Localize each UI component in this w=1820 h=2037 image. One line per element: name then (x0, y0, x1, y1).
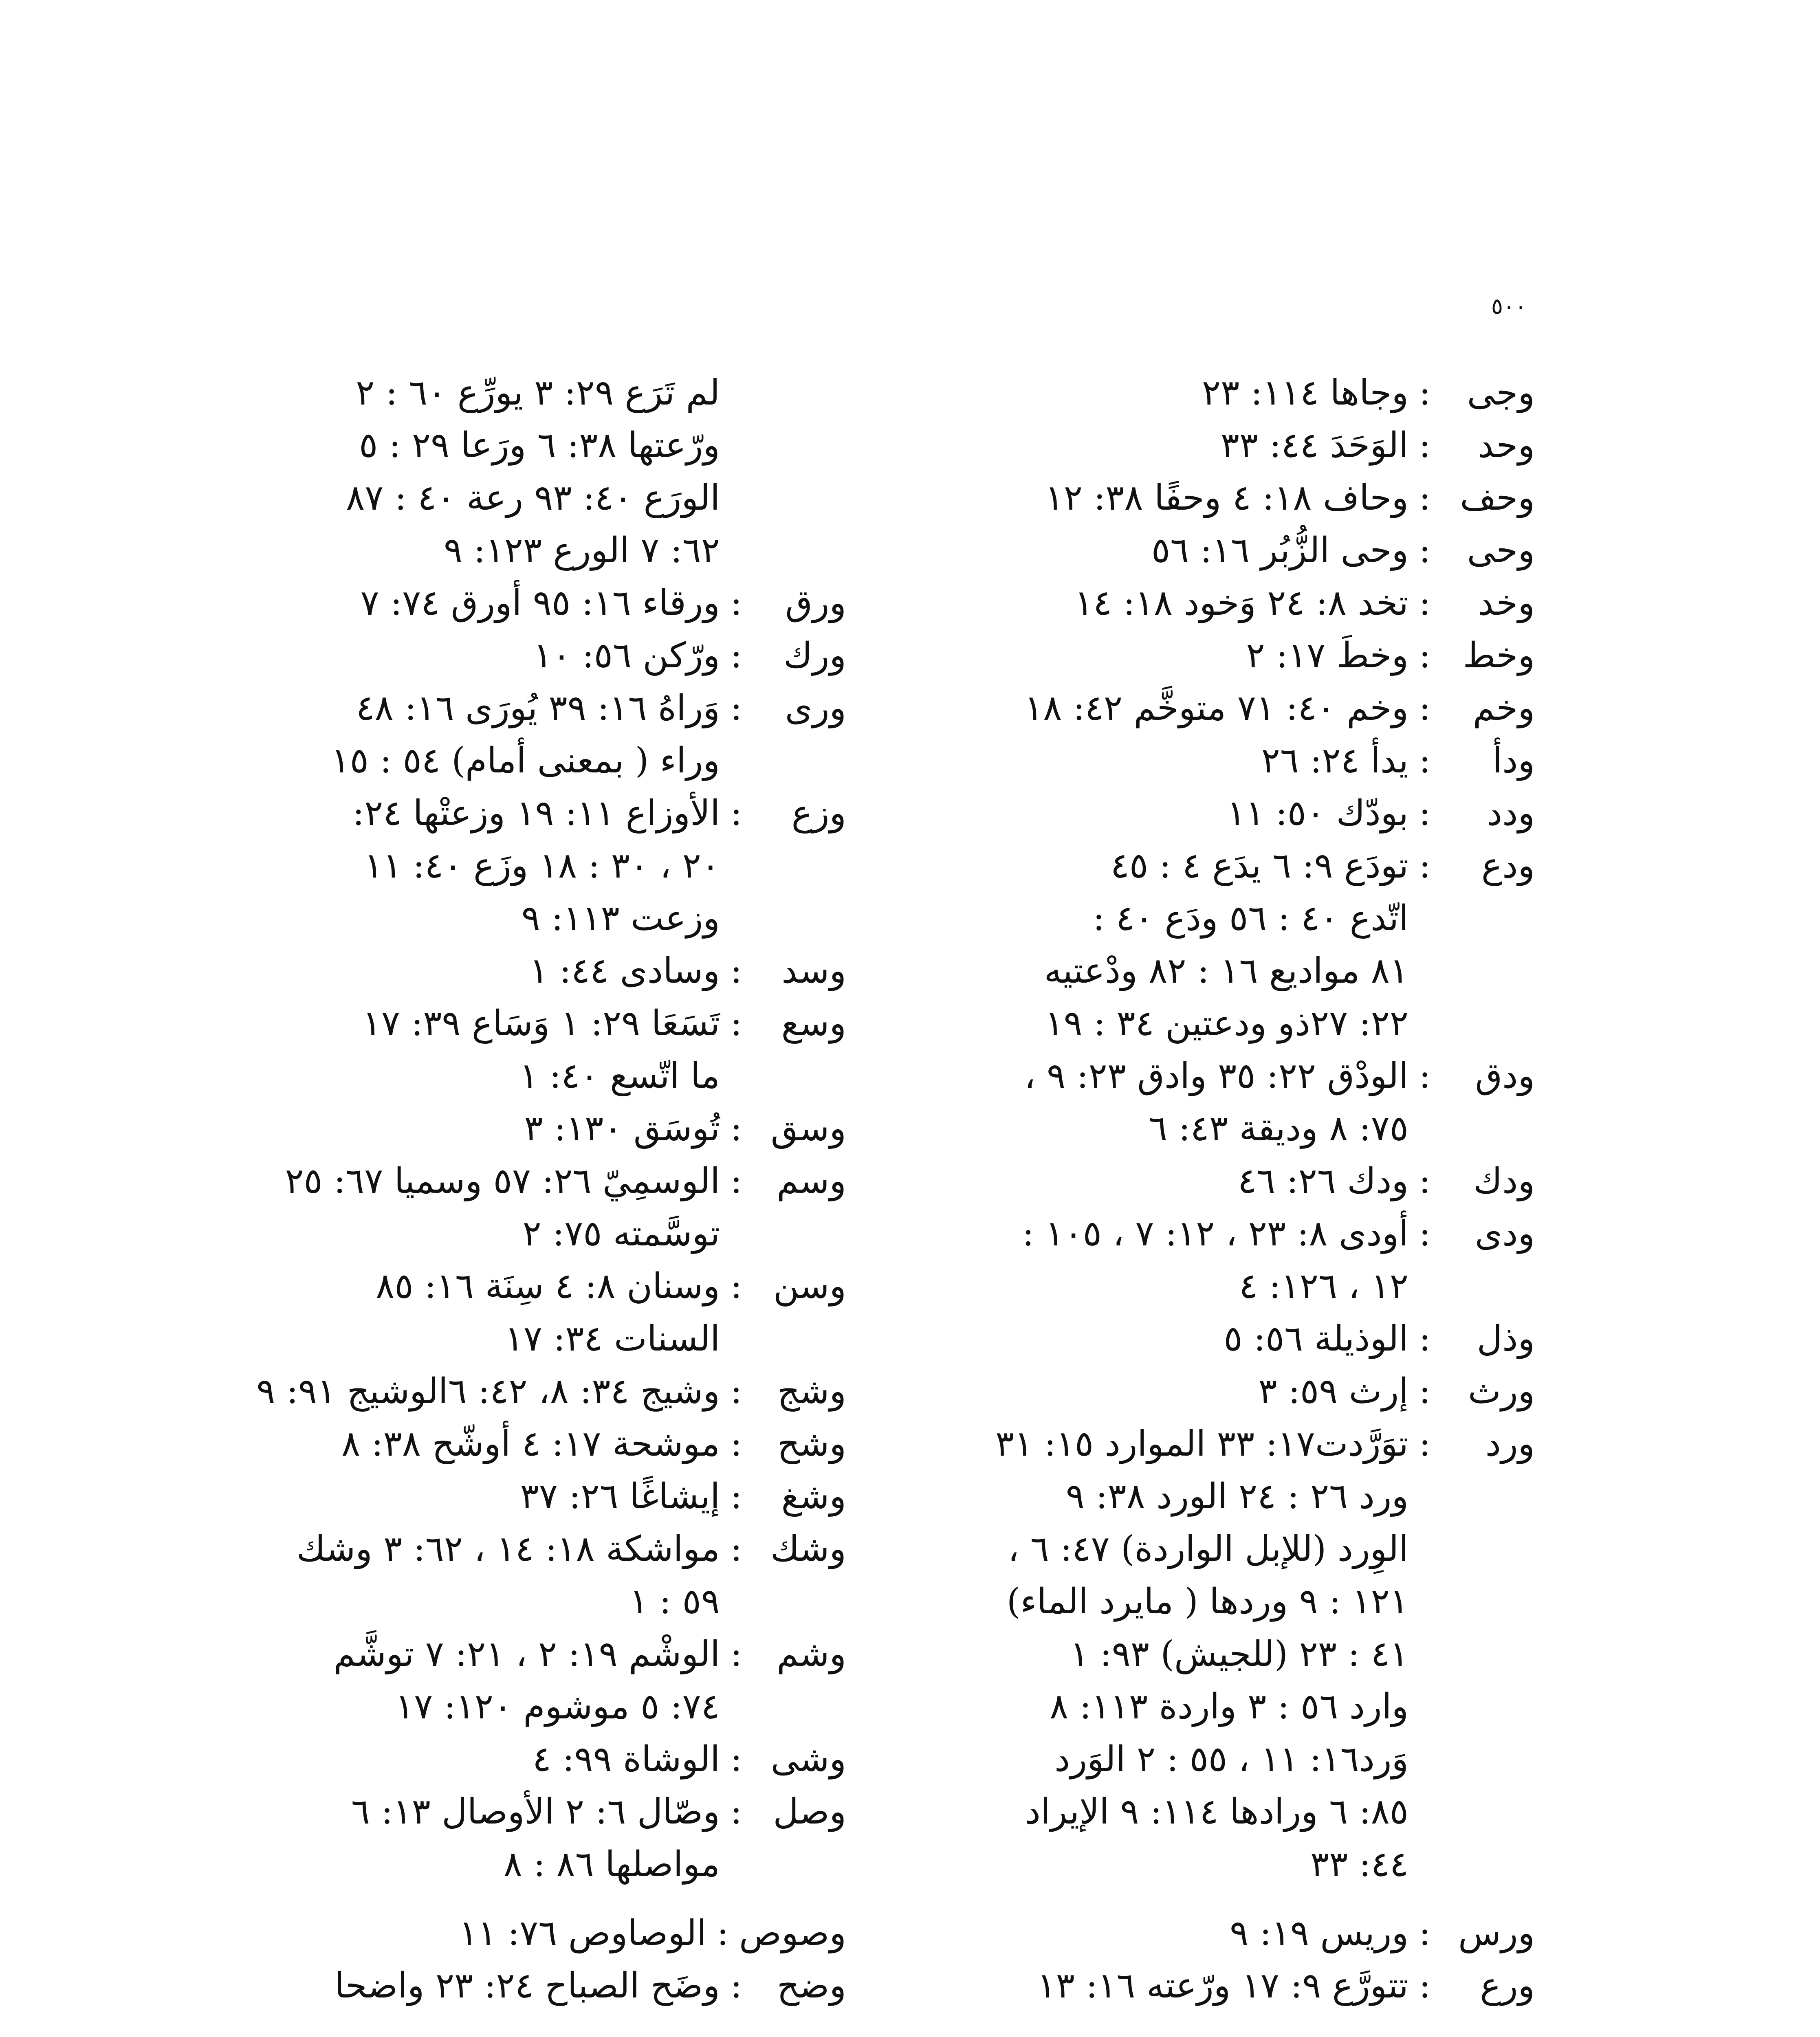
reference-line: ورد ٢٦ : ٢٤ الورد ٣٨: ٩ (1065, 1476, 1408, 1517)
reference-line: وسادى ٤٤: ١ (529, 950, 720, 991)
entry-separator: : (730, 635, 742, 676)
reference-line: وريس ١٩: ٩ (1230, 1913, 1408, 1953)
reference-line: تخد ٨: ٢٤ وَخود ١٨: ١٤ (1074, 583, 1408, 623)
entry-separator: : (1419, 635, 1431, 676)
entry-separator: : (1419, 477, 1431, 518)
entry-references (133, 787, 720, 945)
reference-line: وَرد١٦: ١١ ، ٥٥ : ٢ الوَرد (1054, 1739, 1408, 1780)
index-entry (133, 577, 846, 629)
entry-root-word: وسق (770, 1108, 846, 1149)
reference-line: ١٢ ، ١٢٦: ٤ (1239, 1266, 1408, 1307)
entry-root-word: ورث (1468, 1371, 1535, 1412)
reference-line: وراء ( بمعنى أمام) ٥٤ : ١٥ (331, 740, 720, 781)
reference-line: وخم ٤٠: ٧١ متوخَّم ٤٢: ١٨ (1024, 688, 1408, 728)
entry-root-word: ودك (1473, 1161, 1535, 1201)
entry-references (850, 419, 1408, 472)
entry-separator: : (730, 1423, 742, 1464)
entry-references (850, 787, 1408, 840)
entry-separator: : (730, 1739, 742, 1780)
reference-line: بودّك ٥٠: ١١ (1227, 793, 1408, 834)
index-entry (133, 1786, 846, 1891)
reference-line: الوِرد (للإبل الواردة) ٤٧: ٦ ، (1008, 1529, 1408, 1569)
entry-root-word: وخد (1478, 583, 1535, 623)
entry-root-word: ورك (783, 635, 846, 676)
reference-line: موشحة ١٧: ٤ أوشّح ٣٨: ٨ (341, 1423, 720, 1464)
entry-separator: : (730, 1634, 742, 1674)
reference-line: الوَحَدَ ٤٤: ٣٣ (1220, 425, 1408, 466)
entry-root-word: وشك (770, 1529, 846, 1569)
entry-separator: : (1419, 1161, 1431, 1201)
entry-root-word: وشى (770, 1739, 846, 1780)
index-entry (133, 1418, 846, 1470)
entry-references (850, 367, 1408, 419)
entry-root-word: وخم (1473, 688, 1535, 728)
index-entry (850, 1208, 1535, 1313)
entry-references (133, 1628, 720, 1733)
reference-line: وصّال ٦: ٢ الأوصال ١٣: ٦ (351, 1791, 720, 1832)
entry-references (133, 577, 720, 629)
index-entry (850, 367, 1535, 419)
entry-root-word: ودع (1481, 845, 1535, 886)
entry-root-word: ورق (785, 583, 846, 623)
entry-root-word: ورى (785, 688, 846, 728)
entry-references (850, 1907, 1408, 1960)
reference-line: وضَح الصباح ٢٤: ٢٣ واضحا (335, 1965, 720, 2006)
reference-line: الودْق ٢٢: ٣٥ وادق ٢٣: ٩ ، (1024, 1056, 1408, 1096)
reference-line: توسَّمته ٧٥: ٢ (522, 1213, 720, 1254)
entry-separator: : (1419, 845, 1431, 886)
index-entry (133, 1907, 846, 1960)
entry-root-word: ورع (1480, 1965, 1535, 2006)
reference-line: ٤٤: ٣٣ (1310, 1844, 1408, 1885)
entry-separator: : (730, 1791, 742, 1832)
entry-separator: : (1419, 793, 1431, 834)
right-column (850, 367, 1535, 2012)
reference-line: وخطَ ١٧: ٢ (1246, 635, 1408, 676)
entry-references (850, 1418, 1408, 1891)
reference-line: الأوزاع ١١: ١٩ وزعتْها ٢٤: (352, 793, 720, 834)
entry-separator: : (730, 793, 742, 834)
entry-references (133, 997, 720, 1102)
page-number: ٥٠٠ (1491, 293, 1527, 319)
entry-references (133, 1786, 720, 1891)
entry-root-word: وسم (777, 1161, 846, 1201)
entry-separator: : (730, 688, 742, 728)
reference-line: وزعت ١١٣: ٩ (521, 898, 720, 939)
entry-separator: : (1419, 1423, 1431, 1464)
reference-line: تتورَّع ٩: ١٧ ورّعته ١٦: ١٣ (1037, 1965, 1408, 2006)
entry-references (850, 682, 1408, 735)
entry-root-word: ودى (1474, 1213, 1535, 1254)
entry-separator: : (1419, 372, 1431, 413)
entry-separator: : (1419, 530, 1431, 571)
entry-references (133, 629, 720, 682)
entry-references (133, 1418, 720, 1470)
entry-references (133, 1470, 720, 1523)
entry-root-word: وشم (777, 1634, 846, 1674)
entry-references (850, 735, 1408, 787)
index-entry (850, 1960, 1535, 2012)
reference-line: ٤١ : ٢٣ (للجيش) ٩٣: ١ (1070, 1634, 1408, 1674)
reference-line: وجاها ١١٤: ٢٣ (1202, 372, 1408, 413)
reference-line: ورّكن ٥٦: ١٠ (533, 635, 720, 676)
entry-references (850, 629, 1408, 682)
reference-line: السنات ٣٤: ١٧ (504, 1318, 720, 1359)
index-entry (850, 1155, 1535, 1208)
entry-root-word: وحف (1460, 477, 1535, 518)
reference-line: مواصلها ٨٦ : ٨ (503, 1844, 720, 1885)
reference-line: ٥٩ : ١ (629, 1581, 720, 1622)
entry-root-word: وحى (1467, 530, 1535, 571)
reference-line: وَراهُ ١٦: ٣٩ يُورَى ١٦: ٤٨ (356, 688, 720, 728)
entry-references (133, 1907, 706, 1960)
index-entry (850, 472, 1535, 524)
entry-references (850, 840, 1408, 1050)
entry-root-word: وشح (777, 1423, 846, 1464)
entry-root-word: وضح (777, 1965, 846, 2006)
reference-line: ورقاء ١٦: ٩٥ أورق ٧٤: ٧ (360, 583, 720, 623)
index-entry (133, 1365, 846, 1418)
entry-separator: : (730, 1476, 742, 1517)
entry-separator: : (1419, 1056, 1431, 1096)
index-entry (133, 682, 846, 787)
reference-line: اتّدع ٤٠ : ٥٦ ودَع ٤٠ : (1093, 898, 1408, 939)
index-entry (133, 1470, 846, 1523)
entry-root-word: وصوص (739, 1913, 846, 1953)
reference-line: وارد ٥٦ : ٣ واردة ١١٣: ٨ (1050, 1686, 1408, 1727)
entry-references (133, 1733, 720, 1786)
entry-separator: : (730, 583, 742, 623)
entry-references (850, 577, 1408, 629)
index-entry (850, 735, 1535, 787)
index-entry (133, 997, 846, 1102)
reference-line: ٨٥: ٦ ورادها ١١٤: ٩ الإيراد (1025, 1791, 1408, 1832)
index-entry (133, 1155, 846, 1260)
index-entry (133, 945, 846, 997)
entry-root-word: وشغ (781, 1476, 846, 1517)
reference-line: أودى ٨: ٢٣ ، ١٢: ٧ ، ١٠٥ : (1022, 1213, 1408, 1254)
entry-separator: : (730, 950, 742, 991)
reference-line: الوذيلة ٥٦: ٥ (1224, 1318, 1408, 1359)
entry-separator: : (730, 1003, 742, 1044)
entry-root-word: ورد (1485, 1423, 1535, 1464)
index-entry (850, 1418, 1535, 1891)
reference-line: ورّعتها ٣٨: ٦ ورَعا ٢٩ : ٥ (359, 425, 720, 466)
index-entry (133, 1102, 846, 1155)
reference-line: يدأ ٢٤: ٢٦ (1261, 740, 1408, 781)
reference-line: مواشكة ١٨: ١٤ ، ٦٢: ٣ وشك (296, 1529, 720, 1569)
entry-root-word: ودد (1486, 793, 1535, 834)
entry-references (133, 1260, 720, 1365)
entry-separator: : (717, 1913, 729, 1953)
reference-line: إيشاغًا ٢٦: ٣٧ (520, 1476, 720, 1517)
index-entry (133, 1628, 846, 1733)
entry-separator: : (1419, 1371, 1431, 1412)
entry-root-word: وصل (773, 1791, 846, 1832)
reference-line: الوسمِيّ ٢٦: ٥٧ وسميا ٦٧: ٢٥ (285, 1161, 720, 1201)
entry-separator: : (1419, 1965, 1431, 2006)
entry-references (133, 1523, 720, 1628)
reference-line: الورَع ٤٠: ٩٣ رعة ٤٠ : ٨٧ (346, 477, 720, 518)
entry-references (850, 1155, 1408, 1208)
reference-line: وشيج ٣٤: ٨، ٤٢: ٦الوشيج ٩١: ٩ (256, 1371, 720, 1412)
entry-separator: : (730, 1965, 742, 2006)
entry-separator: : (730, 1161, 742, 1201)
reference-line: وسنان ٨: ٤ سِنَة ١٦: ٨٥ (376, 1266, 720, 1307)
entry-root-word: ورس (1458, 1913, 1535, 1953)
reference-line: ٧٥: ٨ وديقة ٤٣: ٦ (1149, 1108, 1408, 1149)
index-entry (850, 1365, 1535, 1418)
reference-line: الوصاوص ٧٦: ١١ (459, 1913, 707, 1953)
index-entry (850, 577, 1535, 629)
index-entry (133, 1260, 846, 1365)
reference-line: ٨١ مواديع ١٦ : ٨٢ ودْعتيه (1044, 950, 1408, 991)
entry-references (850, 472, 1408, 524)
index-entry (133, 629, 846, 682)
entry-root-word: وزع (791, 793, 846, 834)
entry-root-word: وسن (773, 1266, 846, 1307)
entry-root-word: ودق (1475, 1056, 1535, 1096)
entry-references (133, 1155, 720, 1260)
entry-root-word: وسع (781, 1003, 846, 1044)
entry-separator: : (1419, 583, 1431, 623)
entry-root-word: وسد (781, 950, 846, 991)
reference-line: إرث ٥٩: ٣ (1258, 1371, 1408, 1412)
entry-references (850, 1365, 1408, 1418)
entry-references (850, 1208, 1408, 1313)
reference-line: ٦٢: ٧ الورع ١٢٣: ٩ (443, 530, 720, 571)
reference-line: ودك ٢٦: ٤٦ (1237, 1161, 1408, 1201)
entry-root-word: وشج (777, 1371, 846, 1412)
entry-separator: : (1419, 740, 1431, 781)
reference-line: لم تَرَع ٢٩: ٣ يورِّع ٦٠ : ٢ (356, 372, 720, 413)
entry-references (850, 524, 1408, 577)
reference-line: ١٢١ : ٩ وردها ( مايرد الماء) (1006, 1581, 1408, 1622)
entry-root-word: ودأ (1492, 740, 1535, 781)
entry-references (850, 1960, 1408, 2012)
entry-references (133, 1960, 720, 2012)
index-entry (133, 1960, 846, 2012)
index-entry (850, 682, 1535, 735)
index-entry (133, 1523, 846, 1628)
entry-references (850, 1050, 1408, 1155)
entry-root-word: وذل (1477, 1318, 1535, 1359)
entry-root-word: وخط (1463, 635, 1535, 676)
entry-root-word: وحد (1478, 425, 1535, 466)
reference-line: ٢٠ ، ٣٠ : ١٨ وزَع ٤٠: ١١ (364, 845, 720, 886)
index-entry (850, 1907, 1535, 1960)
index-entry (850, 419, 1535, 472)
entry-references (133, 682, 720, 787)
entry-root-word: وجى (1467, 372, 1535, 413)
index-entry (850, 787, 1535, 840)
reference-line: توَرَّدت١٧: ٣٣ الموارد ١٥: ٣١ (995, 1423, 1408, 1464)
index-entry (133, 1733, 846, 1786)
index-entry (850, 1050, 1535, 1155)
left-column (133, 367, 846, 2012)
index-entry (850, 1313, 1535, 1365)
index-entry (850, 840, 1535, 1050)
reference-line: وحاف ١٨: ٤ وحفًا ٣٨: ١٢ (1045, 477, 1408, 518)
entry-separator: : (1419, 688, 1431, 728)
reference-line: تودَع ٩: ٦ يدَع ٤ : ٤٥ (1110, 845, 1408, 886)
entry-references (133, 1365, 720, 1418)
entry-separator: : (730, 1371, 742, 1412)
entry-references (133, 945, 720, 997)
reference-line: تَسَعَا ٢٩: ١ وَسَاع ٣٩: ١٧ (362, 1003, 720, 1044)
entry-references (133, 367, 720, 577)
entry-references (133, 1102, 720, 1155)
entry-separator: : (730, 1108, 742, 1149)
entry-separator: : (730, 1529, 742, 1569)
index-entry (850, 629, 1535, 682)
entry-separator: : (1419, 1913, 1431, 1953)
entry-separator: : (1419, 1213, 1431, 1254)
index-entry (850, 524, 1535, 577)
reference-line: ما اتّسع ٤٠: ١ (519, 1056, 720, 1096)
entry-separator: : (1419, 425, 1431, 466)
entry-references (850, 1313, 1408, 1365)
reference-line: تُوسَق ١٣٠: ٣ (524, 1108, 720, 1149)
reference-line: ٢٢: ٢٧ذو ودعتين ٣٤ : ١٩ (1045, 1003, 1408, 1044)
reference-line: ٧٤: ٥ موشوم ١٢٠: ١٧ (395, 1686, 720, 1727)
index-entry (133, 367, 846, 577)
reference-line: الوشاة ٩٩: ٤ (532, 1739, 720, 1780)
entry-separator: : (1419, 1318, 1431, 1359)
reference-line: الوشْم ١٩: ٢ ، ٢١: ٧ توشَّم (333, 1634, 720, 1674)
reference-line: وحى الزُّبُر ١٦: ٥٦ (1151, 530, 1408, 571)
entry-separator: : (730, 1266, 742, 1307)
index-entry (133, 787, 846, 945)
